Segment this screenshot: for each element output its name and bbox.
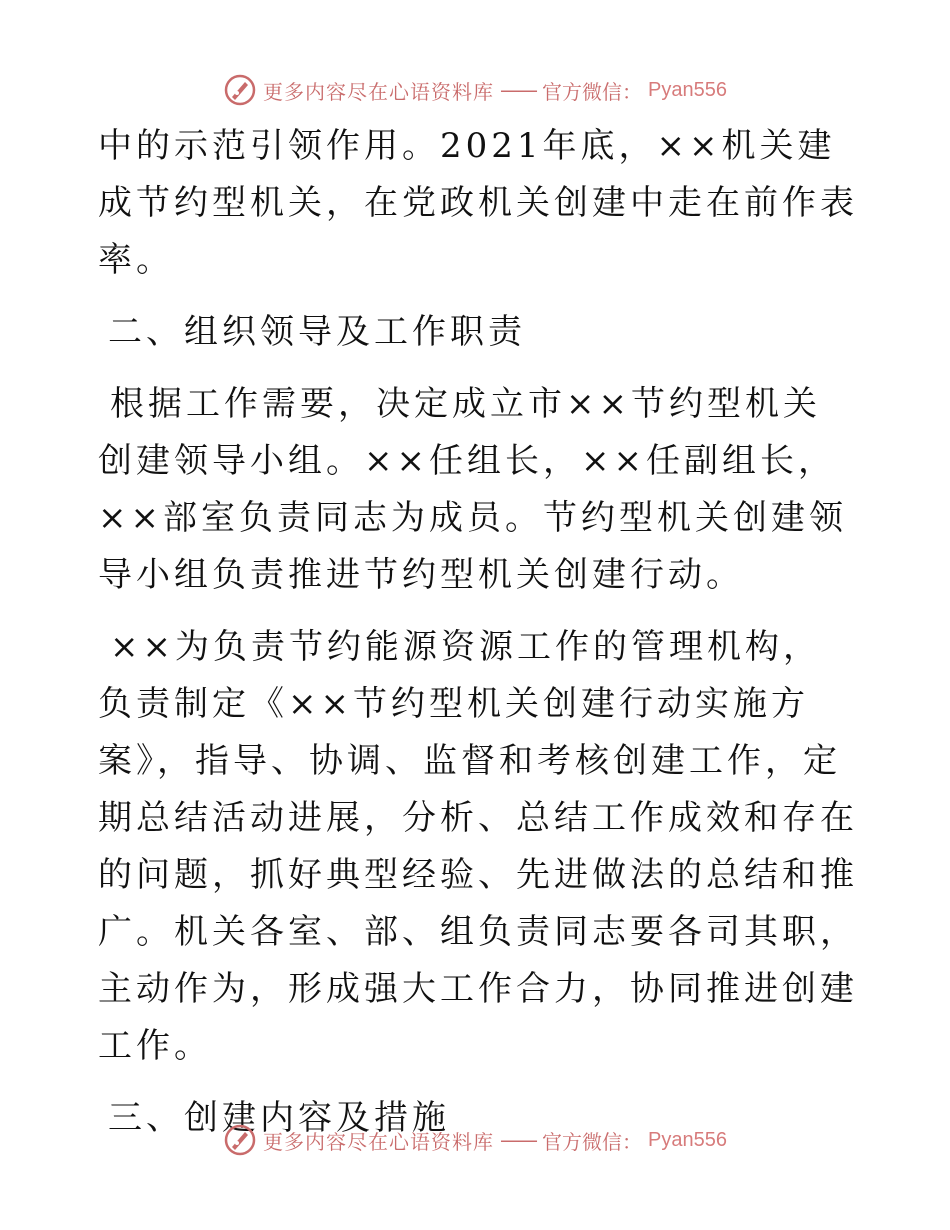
pen-logo-icon bbox=[223, 73, 257, 107]
watermark-handle: Pyan556 bbox=[648, 1128, 727, 1151]
watermark-footer bbox=[0, 1120, 950, 1160]
paragraph-leadership: 根据工作需要，决定成立市××节约型机关创建领导小组。××任组长，××任副组长，××部室负责同志为成员。节约型机关创建领导小组负责推进节约型机关创建行动。 bbox=[98, 384, 847, 595]
watermark-handle: Pyan556 bbox=[648, 78, 727, 101]
watermark-separator: —— bbox=[500, 78, 537, 102]
watermark-header bbox=[0, 70, 950, 110]
watermark-label: 官方微信： bbox=[542, 1129, 643, 1154]
section-heading-2: 二、组织领导及工作职责 bbox=[108, 312, 526, 352]
watermark-title: 更多内容尽在心语资料库 bbox=[263, 1129, 495, 1154]
paragraph-intro: 中的示范引领作用。2021年底，××机关建成节约型机关，在党政机关创建中走在前作表率。 bbox=[98, 126, 858, 280]
pen-logo-icon bbox=[223, 1123, 257, 1157]
paragraph-duties: ××为负责节约能源资源工作的管理机构，负责制定《××节约型机关创建行动实施方案》，指导、协调、监督和考核创建工作，定期总结活动进展，分析、总结工作成效和存在的问题，抓好典型经验、先进做法的总结和推广。机关各室、部、组负责同志要各司其职，主动作为，形成强大工作合力，协同推进创建工作。 bbox=[98, 627, 858, 1066]
section-heading-3: 三、创建内容及措施 bbox=[108, 1098, 450, 1138]
document-body bbox=[98, 118, 858, 1147]
watermark-label: 官方微信： bbox=[542, 79, 643, 104]
watermark-title: 更多内容尽在心语资料库 bbox=[263, 79, 495, 104]
watermark-separator: —— bbox=[500, 1128, 537, 1152]
